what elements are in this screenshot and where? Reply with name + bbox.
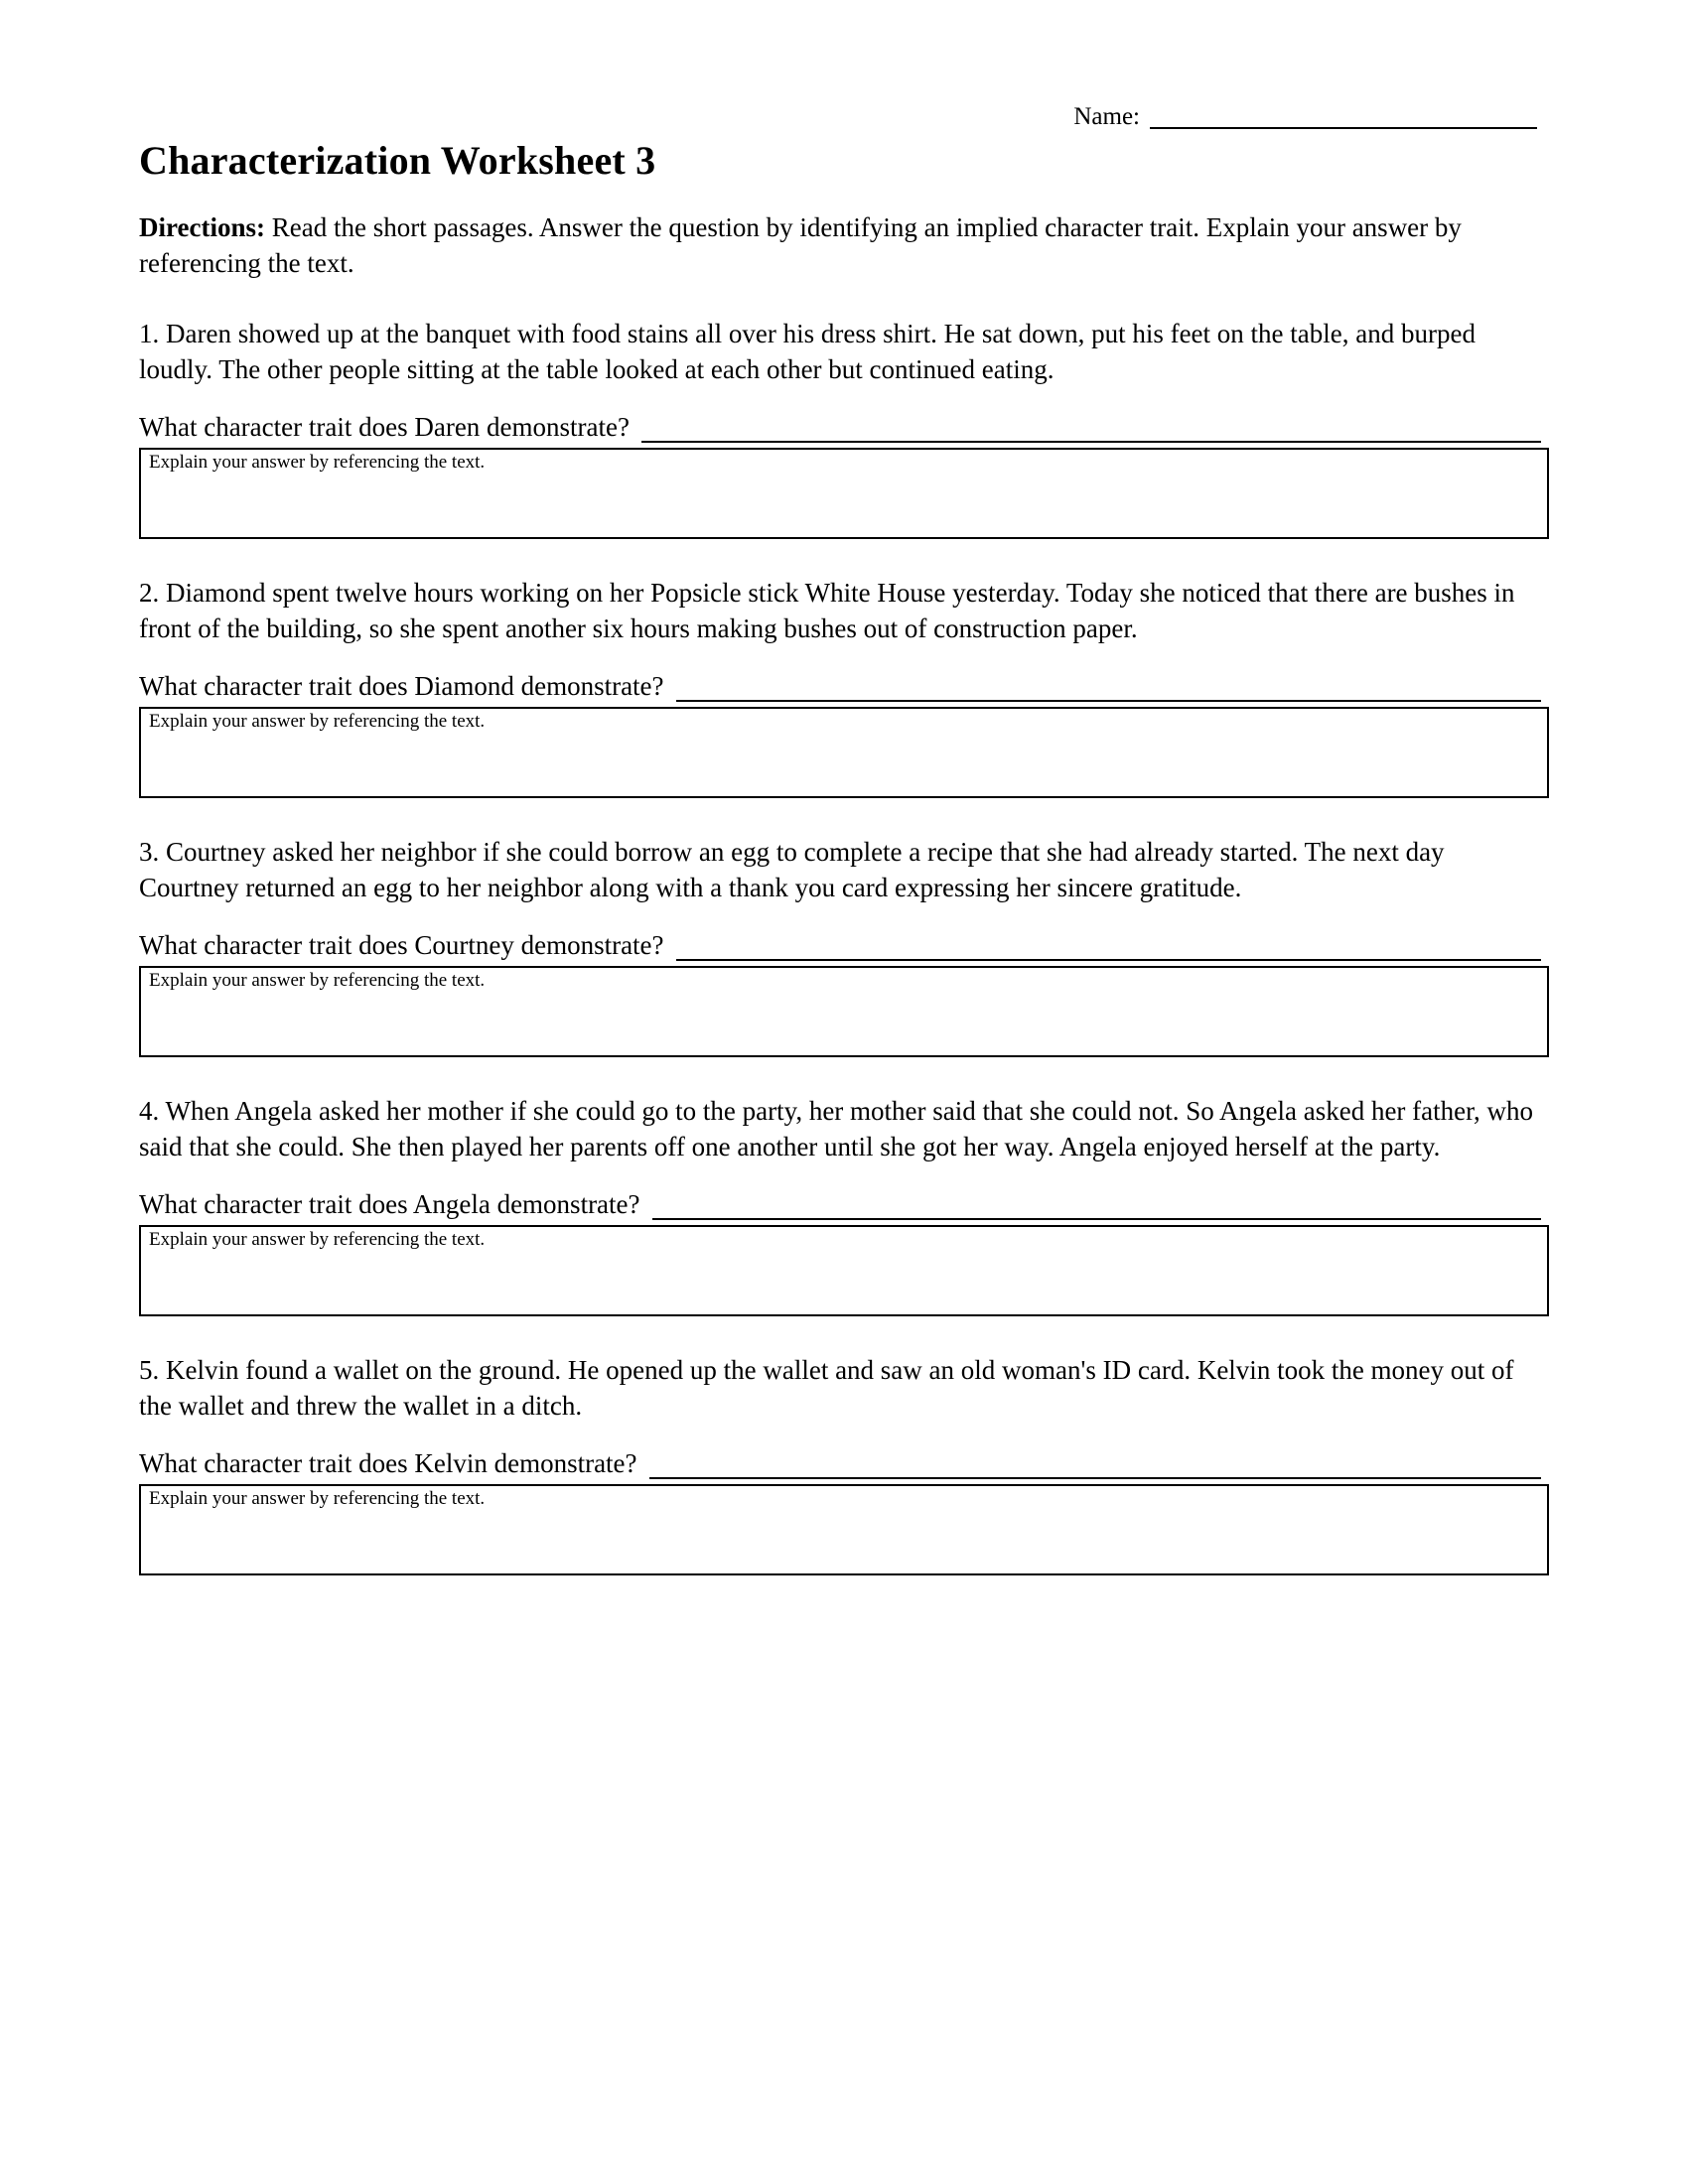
question-row [139,1449,1549,1479]
question-row [139,931,1549,961]
explanation-answer-box[interactable] [139,707,1549,798]
trait-answer-blank[interactable] [641,421,1541,443]
explanation-answer-box[interactable] [139,966,1549,1057]
passage-text: 3. Courtney asked her neighbor if she could borrow an egg to complete a recipe that she had already started. The next day Courtney returned an egg to her neighbor along with a thank you card expressing her sincere gratitude. [139,836,1445,903]
question-text: What character trait does Courtney demonstrate? [139,930,664,961]
explanation-hint: Explain your answer by referencing the text. [149,451,486,473]
trait-answer-blank[interactable] [676,680,1541,702]
worksheet-item-4 [139,1093,1549,1316]
name-input-blank[interactable] [1150,105,1537,129]
explanation-answer-box[interactable] [139,1225,1549,1316]
question-row [139,1190,1549,1220]
passage-text: 4. When Angela asked her mother if she could go to the party, her mother said that she could not. So Angela asked her father, who said that she could. She then played her parents off one another until she got her way. Angela enjoyed herself at the party. [139,1095,1534,1162]
worksheet-item-2 [139,575,1549,798]
trait-answer-blank[interactable] [676,939,1541,961]
worksheet-item-3 [139,834,1549,1057]
passage-text: 5. Kelvin found a wallet on the ground. He opened up the wallet and saw an old woman's ID card. Kelvin took the money out of the wallet and threw the wallet in a ditch. [139,1355,1514,1422]
question-text: What character trait does Kelvin demonstrate? [139,1448,637,1479]
explanation-hint: Explain your answer by referencing the text. [149,710,486,732]
question-row [139,413,1549,443]
explanation-answer-box[interactable] [139,448,1549,539]
question-text: What character trait does Angela demonstrate? [139,1189,640,1220]
trait-answer-blank[interactable] [652,1198,1541,1220]
explanation-answer-box[interactable] [139,1484,1549,1575]
explanation-hint: Explain your answer by referencing the text. [149,969,486,991]
passage-text: 2. Diamond spent twelve hours working on her Popsicle stick White House yesterday. Today she noticed that there are bushes in front of the building, so she spent another six hours making bushes out of construction paper. [139,577,1515,644]
explanation-hint: Explain your answer by referencing the text. [149,1229,486,1250]
page-title: Characterization Worksheet 3 [139,138,656,183]
directions-text: Read the short passages. Answer the question by identifying an implied character trait. Explain your answer by referencing the text. [139,212,1462,279]
question-text: What character trait does Daren demonstrate? [139,412,630,443]
name-field-row [139,104,1537,129]
directions-paragraph [139,209,1549,282]
name-label: Name: [1073,103,1140,130]
question-text: What character trait does Diamond demonstrate? [139,671,664,702]
worksheet-item-5 [139,1352,1549,1575]
worksheet-item-1 [139,316,1549,539]
passage-text: 1. Daren showed up at the banquet with food stains all over his dress shirt. He sat down, put his feet on the table, and burped loudly. The other people sitting at the table looked at each other but continued eating. [139,318,1476,385]
question-row [139,672,1549,702]
directions-label: Directions: [139,212,265,242]
trait-answer-blank[interactable] [649,1457,1541,1479]
explanation-hint: Explain your answer by referencing the text. [149,1488,486,1510]
